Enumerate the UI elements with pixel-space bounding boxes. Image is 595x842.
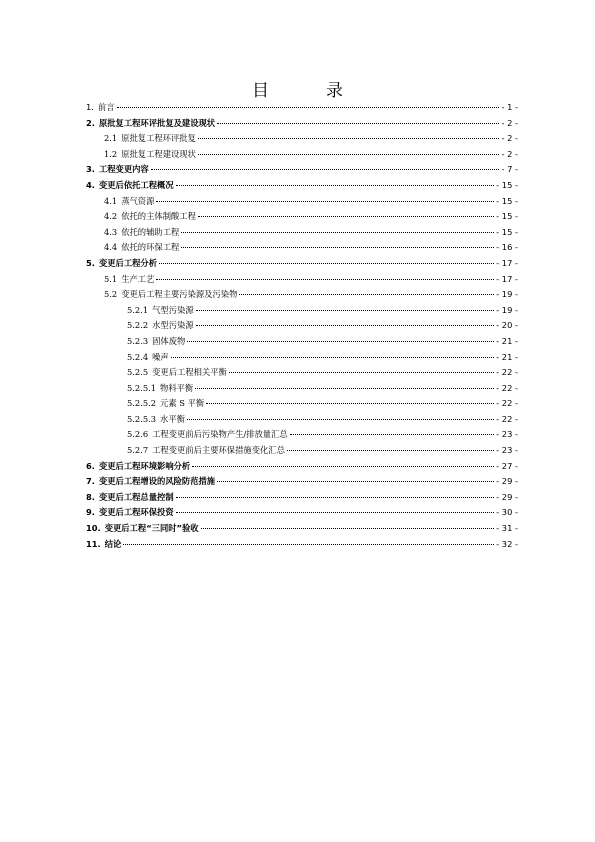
toc-entry[interactable]	[86, 522, 518, 538]
toc-entry-title: 依托的主体制酸工程	[121, 211, 196, 222]
toc-entry[interactable]	[86, 210, 518, 226]
toc-entry-number: 5.2.3	[127, 335, 149, 346]
toc-entry-title: 前言	[97, 102, 115, 112]
toc-entry-title: 变更后工程相关平衡	[152, 367, 227, 378]
toc-dot-leader	[187, 341, 494, 342]
toc-entry-number: 10.	[86, 523, 101, 534]
toc-entry[interactable]	[86, 335, 518, 351]
toc-entry-page: - 2 -	[501, 148, 518, 159]
toc-entry-title: 气型污染源	[152, 304, 194, 315]
toc-entry-page: - 22 -	[496, 367, 518, 378]
toc-entry-title: 水平衡	[160, 413, 185, 424]
toc-entry-title: 结论	[104, 538, 122, 549]
toc-entry-page: - 31 -	[496, 523, 518, 534]
toc-entry[interactable]	[86, 444, 518, 460]
toc-dot-leader	[198, 138, 500, 139]
toc-entry-page: - 17 -	[496, 273, 518, 284]
toc-entry[interactable]	[86, 241, 518, 257]
toc-entry[interactable]	[86, 163, 518, 179]
toc-entry-number: 2.	[86, 117, 95, 128]
toc-dot-leader	[181, 247, 494, 248]
toc-entry[interactable]	[86, 538, 518, 554]
toc-entry-title: 工程变更前后主要环保措施变化汇总	[152, 445, 285, 456]
toc-entry-page: - 15 -	[496, 211, 518, 222]
toc-entry-number: 5.	[86, 257, 95, 268]
toc-entry-number: 1.	[86, 102, 94, 112]
toc-entry-page: - 15 -	[496, 179, 518, 190]
toc-dot-leader	[217, 481, 494, 482]
toc-entry[interactable]	[86, 351, 518, 367]
toc-entry-title: 水型污染源	[152, 320, 194, 331]
toc-dot-leader	[171, 357, 494, 358]
toc-entry[interactable]	[86, 273, 518, 289]
toc-entry-page: - 15 -	[496, 226, 518, 237]
toc-entry-number: 9.	[86, 507, 95, 518]
toc-entry-number: 5.2.5	[127, 367, 149, 378]
toc-entry[interactable]	[86, 319, 518, 335]
toc-entry-title: 变更后工程分析	[98, 257, 158, 268]
toc-entry-page: - 21 -	[496, 335, 518, 346]
toc-dot-leader	[196, 310, 495, 311]
toc-entry[interactable]	[86, 428, 518, 444]
toc-entry-page: - 1 -	[501, 102, 518, 112]
toc-entry-page: - 19 -	[496, 289, 518, 300]
toc-entry-page: - 19 -	[496, 304, 518, 315]
toc-dot-leader	[159, 263, 494, 264]
toc-entry-page: - 22 -	[496, 398, 518, 409]
toc-entry-number: 5.2.5.2	[127, 398, 157, 409]
toc-entry-title: 原批复工程建设现状	[121, 148, 196, 159]
toc-dot-leader	[123, 544, 494, 545]
toc-entry[interactable]	[86, 257, 518, 273]
toc-entry[interactable]	[86, 288, 518, 304]
toc-dot-leader	[290, 434, 495, 435]
toc-entry-number: 5.2.7	[127, 445, 149, 456]
toc-dot-leader	[176, 185, 495, 186]
toc-entry-number: 4.3	[104, 226, 118, 237]
toc-entry-title: 变更后依托工程概况	[98, 179, 174, 190]
toc-entry-title: 蒸气资源	[121, 195, 155, 206]
toc-entry[interactable]	[86, 101, 518, 117]
toc-entry-page: - 23 -	[496, 429, 518, 440]
toc-entry[interactable]	[86, 117, 518, 133]
toc-entry-page: - 20 -	[496, 320, 518, 331]
toc-entry[interactable]	[86, 179, 518, 195]
toc-dot-leader	[176, 497, 495, 498]
toc-entry-title: 生产工艺	[121, 273, 155, 284]
toc-entry[interactable]	[86, 148, 518, 164]
toc-dot-leader	[196, 325, 495, 326]
toc-entry-title: 依托的辅助工程	[121, 226, 180, 237]
toc-entry[interactable]	[86, 491, 518, 507]
toc-dot-leader	[287, 450, 494, 451]
toc-entry[interactable]	[86, 366, 518, 382]
toc-entry-page: - 16 -	[496, 242, 518, 253]
toc-dot-leader	[239, 294, 494, 295]
toc-entry-title: 变更后工程增设的风险防范措施	[98, 476, 216, 487]
toc-dot-leader	[229, 372, 494, 373]
toc-entry-title: 变更后工程主要污染源及污染物	[121, 289, 238, 300]
toc-entry[interactable]	[86, 413, 518, 429]
toc-dot-leader	[198, 154, 500, 155]
toc-entry-number: 5.2.4	[127, 351, 149, 362]
toc-entry-number: 11.	[86, 538, 101, 549]
toc-dot-leader	[198, 216, 494, 217]
toc-entry[interactable]	[86, 506, 518, 522]
toc-entry-page: - 30 -	[496, 507, 518, 518]
toc-entry-number: 4.2	[104, 211, 118, 222]
toc-entry-title: 物料平衡	[160, 382, 194, 393]
toc-entry-page: - 27 -	[496, 460, 518, 471]
toc-entry-number: 4.1	[104, 195, 118, 206]
toc-entry-page: - 7 -	[501, 164, 518, 175]
toc-entry-title: 变更后工程环境影响分析	[98, 460, 191, 471]
toc-entry-title: 固体废物	[152, 335, 186, 346]
toc-entry-page: - 2 -	[501, 117, 518, 128]
toc-dot-leader	[201, 528, 495, 529]
toc-dot-leader	[176, 512, 495, 513]
toc-dot-leader	[217, 123, 499, 124]
toc-entry-number: 5.1	[104, 273, 118, 284]
toc-entry-page: - 22 -	[496, 413, 518, 424]
toc-dot-leader	[151, 169, 500, 170]
toc-entry-title: 原批复工程环评批复及建设现状	[98, 117, 216, 128]
toc-entry-page: - 29 -	[496, 491, 518, 502]
toc-dot-leader	[181, 232, 494, 233]
toc-entry-number: 1.2	[104, 148, 118, 159]
toc-dot-leader	[192, 466, 494, 467]
toc-entry-number: 4.	[86, 179, 95, 190]
toc-entry-number: 5.2.6	[127, 429, 149, 440]
toc-dot-leader	[195, 388, 494, 389]
toc-entry-number: 5.2	[104, 289, 118, 300]
toc-entry[interactable]	[86, 226, 518, 242]
toc-entry-page: - 17 -	[496, 257, 518, 268]
toc-dot-leader	[117, 107, 500, 108]
toc-entry[interactable]	[86, 195, 518, 211]
toc-entry[interactable]	[86, 397, 518, 413]
toc-entry-title: 变更后工程总量控制	[98, 491, 174, 502]
toc-entry-page: - 29 -	[496, 476, 518, 487]
toc-dot-leader	[206, 403, 494, 404]
toc-entry-title: 原批复工程环评批复	[121, 133, 196, 144]
toc-entry-number: 5.2.2	[127, 320, 149, 331]
toc-list	[86, 101, 518, 553]
toc-entry-page: - 22 -	[496, 382, 518, 393]
toc-dot-leader	[156, 201, 494, 202]
toc-entry-title: 变更后工程“三同时”验收	[104, 523, 199, 534]
toc-entry-title: 元素 S 平衡	[160, 398, 205, 409]
toc-entry-title: 依托的环保工程	[121, 242, 180, 253]
toc-entry[interactable]	[86, 304, 518, 320]
toc-entry-title: 噪声	[152, 351, 169, 362]
toc-entry-number: 6.	[86, 460, 95, 471]
toc-entry-page: - 32 -	[496, 538, 518, 549]
toc-entry-title: 工程变更前后污染物产生/排放量汇总	[152, 429, 288, 440]
toc-entry-title: 变更后工程环保投资	[98, 507, 174, 518]
toc-entry-number: 4.4	[104, 242, 118, 253]
toc-entry-page: - 15 -	[496, 195, 518, 206]
toc-entry[interactable]	[86, 460, 518, 476]
toc-title: 目 录	[252, 81, 363, 101]
toc-entry-title: 工程变更内容	[98, 164, 149, 175]
toc-entry-number: 5.2.5.3	[127, 413, 157, 424]
toc-entry-page: - 21 -	[496, 351, 518, 362]
toc-entry-number: 5.2.1	[127, 304, 149, 315]
toc-entry[interactable]	[86, 382, 518, 398]
toc-entry-page: - 2 -	[501, 133, 518, 144]
toc-entry-number: 5.2.5.1	[127, 382, 157, 393]
toc-dot-leader	[156, 279, 494, 280]
toc-dot-leader	[187, 419, 494, 420]
toc-entry-page: - 23 -	[496, 445, 518, 456]
toc-entry-number: 7.	[86, 476, 95, 487]
toc-entry[interactable]	[86, 475, 518, 491]
toc-entry-number: 3.	[86, 164, 95, 175]
toc-entry[interactable]	[86, 132, 518, 148]
toc-entry-number: 2.1	[104, 133, 118, 144]
toc-entry-number: 8.	[86, 491, 95, 502]
